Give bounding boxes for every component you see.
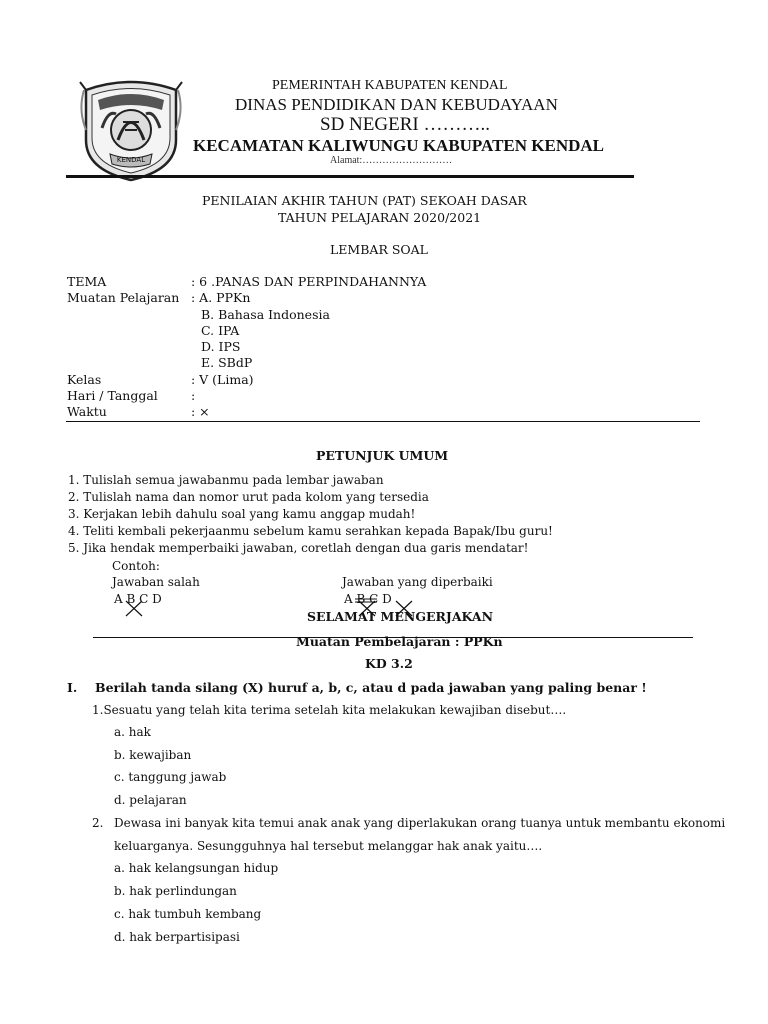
muatan-value: D. IPS	[201, 339, 241, 354]
section-instruction: Berilah tanda silang (X) huruf a, b, c, atau d pada jawaban yang paling benar !	[95, 680, 647, 695]
exam-title: PENILAIAN AKHIR TAHUN (PAT) SEKOAH DASAR	[202, 193, 527, 208]
cross-mark-icon	[124, 599, 144, 619]
svg-text:KENDAL: KENDAL	[116, 156, 146, 164]
contoh-label: Contoh:	[112, 559, 160, 573]
header-department: DINAS PENDIDIKAN DAN KEBUDAYAAN	[235, 95, 558, 114]
header-address: Alamat:………………………	[330, 155, 453, 166]
tema-label: TEMA	[67, 274, 107, 289]
kd-heading: KD 3.2	[365, 656, 413, 671]
answer-option: c. hak tumbuh kembang	[114, 907, 262, 921]
question-text: keluarganya. Sesungguhnya hal tersebut melanggar hak anak yaitu….	[114, 839, 543, 853]
kendal-emblem-icon	[78, 70, 184, 184]
jawaban-salah-letters: A B C D	[114, 592, 162, 606]
muatan-value: : A. PPKn	[191, 290, 251, 305]
muatan-value: E. SBdP	[201, 355, 253, 370]
answer-option: b. hak perlindungan	[114, 884, 237, 898]
muatan-value: B. Bahasa Indonesia	[201, 307, 330, 322]
jawaban-diperbaiki-letters: A B C D	[344, 592, 392, 606]
hari-value: :	[191, 388, 196, 403]
answer-option: a. hak kelangsungan hidup	[114, 861, 279, 875]
tema-value: : 6 .PANAS DAN PERPINDAHANNYA	[191, 274, 427, 289]
petunjuk-item: 2. Tulislah nama dan nomor urut pada kolom yang tersedia	[68, 490, 429, 504]
petunjuk-item: 4. Teliti kembali pekerjaanmu sebelum kamu serahkan kepada Bapak/Ibu guru!	[68, 524, 553, 538]
waktu-label: Waktu	[67, 404, 107, 419]
jawaban-diperbaiki-label: Jawaban yang diperbaiki	[342, 575, 493, 589]
petunjuk-item: 3. Kerjakan lebih dahulu soal yang kamu anggap mudah!	[68, 507, 416, 521]
hari-label: Hari / Tanggal	[67, 388, 158, 403]
petunjuk-item: 5. Jika hendak memperbaiki jawaban, coretlah dengan dua garis mendatar!	[68, 541, 529, 555]
waktu-value: : ×	[191, 404, 210, 419]
muatan-value: C. IPA	[201, 323, 240, 338]
answer-option: d. pelajaran	[114, 793, 187, 807]
header-district: KECAMATAN KALIWUNGU KABUPATEN KENDAL	[193, 136, 605, 155]
section-number: I.	[67, 680, 78, 695]
answer-option: b. kewajiban	[114, 748, 192, 762]
exam-sheet-title: LEMBAR SOAL	[330, 242, 428, 257]
double-strike-icon	[355, 598, 377, 604]
muatan-label: Muatan Pelajaran	[67, 290, 180, 305]
header-school: SD NEGERI ………..	[320, 114, 490, 135]
jawaban-salah-label: Jawaban salah	[112, 575, 200, 589]
info-divider	[66, 421, 700, 422]
petunjuk-heading: PETUNJUK UMUM	[316, 448, 449, 463]
question-text: Dewasa ini banyak kita temui anak anak yang diperlakukan orang tuanya untuk membantu ekonomi	[114, 816, 726, 830]
selamat-mengerjakan: SELAMAT MENGERJAKAN	[307, 609, 494, 624]
answer-option: c. tanggung jawab	[114, 770, 227, 784]
exam-year: TAHUN PELAJARAN 2020/2021	[278, 210, 482, 225]
header-divider	[66, 175, 634, 178]
kelas-value: : V (Lima)	[191, 372, 254, 387]
header-government: PEMERINTAH KABUPATEN KENDAL	[272, 78, 508, 93]
answer-option: a. hak	[114, 725, 151, 739]
muatan-heading: Muatan Pembelajaran : PPKn	[296, 634, 503, 649]
question-number: 2.	[92, 816, 104, 830]
petunjuk-item: 1. Tulislah semua jawabanmu pada lembar jawaban	[68, 473, 384, 487]
kelas-label: Kelas	[67, 372, 102, 387]
question-text: 1.Sesuatu yang telah kita terima setelah kita melakukan kewajiban disebut….	[92, 703, 567, 717]
answer-option: d. hak berpartisipasi	[114, 930, 240, 944]
